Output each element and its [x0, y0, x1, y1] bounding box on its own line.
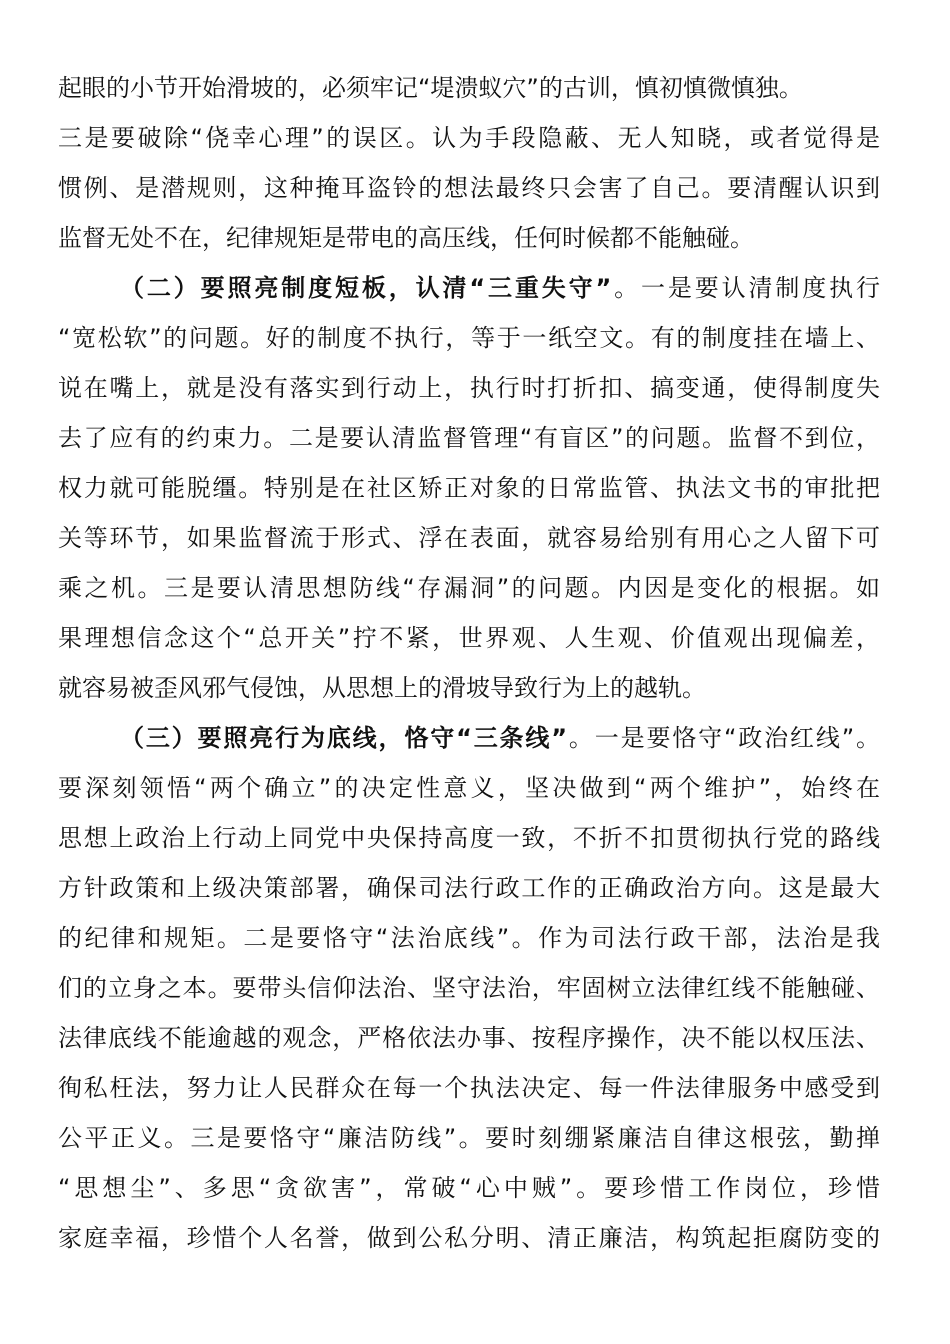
text-line	[58, 513, 880, 563]
bold-heading: （二）要照亮制度短板，认清“三重失守”	[120, 274, 612, 302]
line-text: 关等环节，如果监督流于形式、浮在表面，就容易给别有用心之人留下可	[58, 524, 880, 552]
text-line	[58, 763, 880, 813]
text-line	[58, 863, 880, 913]
line-text: 乘之机。三是要认清思想防线“存漏洞”的问题。内因是变化的根据。如	[58, 574, 880, 602]
line-text: 起眼的小节开始滑坡的，必须牢记“堤溃蚁穴”的古训，慎初慎微慎独。	[58, 74, 803, 102]
line-text: “思想尘”、多思“贪欲害”，常破“心中贼”。要珍惜工作岗位，珍惜	[58, 1174, 880, 1202]
text-line	[58, 313, 880, 363]
line-text: 思想上政治上行动上同党中央保持高度一致，不折不扣贯彻执行党的路线	[58, 824, 880, 852]
section-heading-line	[58, 263, 880, 313]
line-text: 方针政策和上级决策部署，确保司法行政工作的正确政治方向。这是最大	[58, 874, 880, 902]
text-line	[58, 1113, 880, 1163]
line-text: 去了应有的约束力。二是要认清监督管理“有盲区”的问题。监督不到位，	[58, 424, 880, 452]
line-text: 惯例、是潜规则，这种掩耳盗铃的想法最终只会害了自己。要清醒认识到	[58, 174, 880, 202]
bold-heading: （三）要照亮行为底线，恪守“三条线”	[120, 724, 568, 752]
line-text: 就容易被歪风邪气侵蚀，从思想上的滑坡导致行为上的越轨。	[58, 674, 706, 702]
line-text: 权力就可能脱缰。特别是在社区矫正对象的日常监管、执法文书的审批把	[58, 474, 880, 502]
section-heading-line	[58, 713, 880, 763]
line-text: 。一是要认清制度执行	[611, 274, 880, 302]
text-line	[58, 1063, 880, 1113]
line-text: “宽松软”的问题。好的制度不执行，等于一纸空文。有的制度挂在墙上、	[58, 324, 880, 352]
line-text: 家庭幸福，珍惜个人名誉，做到公私分明、清正廉洁，构筑起拒腐防变的	[58, 1224, 880, 1252]
line-text: 公平正义。三是要恪守“廉洁防线”。要时刻绷紧廉洁自律这根弦，勤掸	[58, 1124, 880, 1152]
line-text: 果理想信念这个“总开关”拧不紧，世界观、人生观、价值观出现偏差，	[58, 624, 880, 652]
line-text: 徇私枉法，努力让人民群众在每一个执法决定、每一件法律服务中感受到	[58, 1074, 880, 1102]
text-line	[58, 813, 880, 863]
line-text: 三是要破除“侥幸心理”的误区。认为手段隐蔽、无人知晓，或者觉得是	[58, 124, 880, 152]
text-line	[58, 1163, 880, 1213]
text-line	[58, 363, 880, 413]
line-text: 。一是要恪守“政治红线”。	[567, 724, 880, 752]
text-line	[58, 563, 880, 613]
text-line	[58, 63, 880, 113]
line-text: 法律底线不能逾越的观念，严格依法办事、按程序操作，决不能以权压法、	[58, 1024, 880, 1052]
text-line	[58, 963, 880, 1013]
text-line	[58, 1213, 880, 1263]
line-text: 监督无处不在，纪律规矩是带电的高压线，任何时候都不能触碰。	[58, 224, 754, 252]
line-text: 的纪律和规矩。二是要恪守“法治底线”。作为司法行政干部，法治是我	[58, 924, 880, 952]
text-line	[58, 163, 880, 213]
text-line	[58, 663, 880, 713]
text-line	[58, 613, 880, 663]
line-text: 说在嘴上，就是没有落实到行动上，执行时打折扣、搞变通，使得制度失	[58, 374, 880, 402]
line-text: 要深刻领悟“两个确立”的决定性意义，坚决做到“两个维护”，始终在	[58, 774, 880, 802]
line-text: 们的立身之本。要带头信仰法治、坚守法治，牢固树立法律红线不能触碰、	[58, 974, 880, 1002]
text-line	[58, 913, 880, 963]
text-line	[58, 1013, 880, 1063]
text-line	[58, 413, 880, 463]
text-line	[58, 113, 880, 163]
text-line	[58, 463, 880, 513]
text-line	[58, 213, 880, 263]
